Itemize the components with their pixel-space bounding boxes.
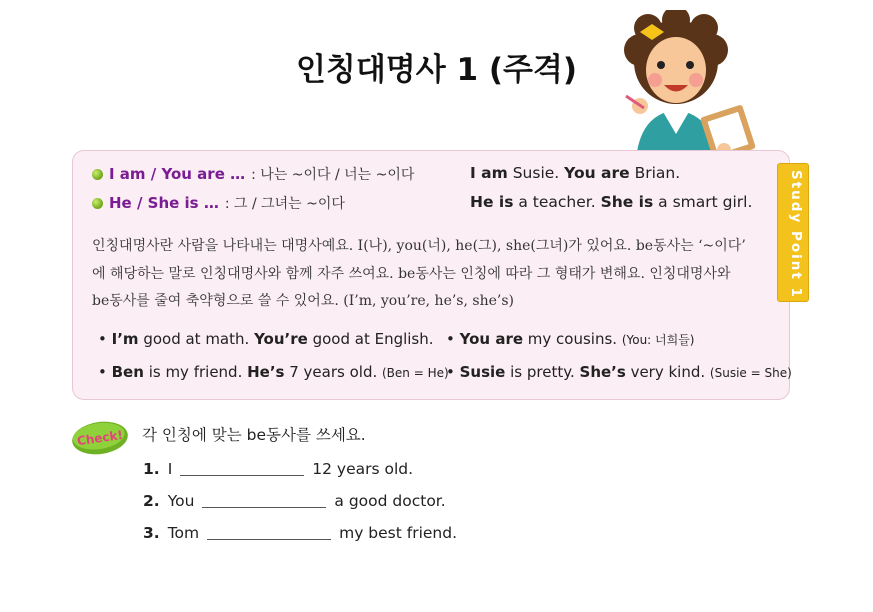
example-bold: You are bbox=[459, 330, 524, 348]
question-rest: a good doctor. bbox=[334, 492, 446, 510]
example-note: (You: 너희들) bbox=[621, 333, 695, 347]
rule-example-2 bbox=[470, 193, 752, 211]
example-bold: She is bbox=[600, 193, 654, 211]
example-text: a smart girl. bbox=[653, 193, 753, 211]
explanation-line: be동사를 줄여 축약형으로 쓸 수 있어요. (I’m, you’re, he’s, she’s) bbox=[92, 293, 514, 309]
example-text: good at English. bbox=[307, 330, 434, 348]
question-rest: 12 years old. bbox=[312, 460, 414, 478]
rule-meaning: : 그 / 그녀는 ~이다 bbox=[224, 196, 345, 212]
example-text: is pretty. bbox=[505, 363, 580, 381]
rule-example-1 bbox=[470, 164, 680, 182]
rule-meaning: : 나는 ~이다 / 너는 ~이다 bbox=[251, 167, 415, 183]
example-text: is my friend. bbox=[143, 363, 248, 381]
example-bold: I am bbox=[470, 164, 508, 182]
teacher-illustration bbox=[600, 10, 765, 160]
explanation-paragraph bbox=[92, 233, 772, 316]
example-bold: Ben bbox=[111, 363, 144, 381]
answer-blank[interactable] bbox=[207, 525, 331, 540]
check-instruction: 각 인칭에 맞는 be동사를 쓰세요. bbox=[142, 426, 366, 444]
example-bold: Susie bbox=[459, 363, 506, 381]
bullet-icon bbox=[92, 169, 103, 180]
example-bold: He’s bbox=[247, 363, 285, 381]
page-title: 인칭대명사 1 (주격) bbox=[295, 52, 578, 88]
rule-label: I am / You are … bbox=[109, 165, 246, 183]
question-rest: my best friend. bbox=[339, 524, 458, 542]
answer-blank[interactable] bbox=[202, 493, 326, 508]
question-1 bbox=[143, 460, 413, 478]
rule-row-2 bbox=[92, 193, 345, 213]
explanation-line: 에 해당하는 말로 인칭대명사와 함께 자주 쓰여요. be동사는 인칭에 따라 그 형태가 변해요. 인칭대명사와 bbox=[92, 265, 731, 282]
example-note: (Ben = He) bbox=[382, 366, 449, 380]
question-subject: You bbox=[167, 492, 195, 510]
example-text: a teacher. bbox=[513, 193, 601, 211]
example-sentence-2: • You are my cousins. (You: 너희들) bbox=[446, 330, 695, 348]
question-subject: I bbox=[167, 460, 173, 478]
example-sentence-3: • Ben is my friend. He’s 7 years old. (Ben = He) bbox=[98, 363, 449, 381]
question-number: 2. bbox=[143, 492, 160, 510]
example-bold: I’m bbox=[111, 330, 139, 348]
question-number: 1. bbox=[143, 460, 160, 478]
example-text: 7 years old. bbox=[284, 363, 382, 381]
rule-row-1 bbox=[92, 164, 414, 184]
example-bold: She’s bbox=[579, 363, 626, 381]
example-text: Susie. bbox=[507, 164, 565, 182]
rule-label: He / She is … bbox=[109, 194, 219, 212]
example-sentence-1: • I’m good at math. You’re good at English. bbox=[98, 330, 434, 348]
study-point-tab bbox=[777, 163, 809, 302]
example-bold: You’re bbox=[254, 330, 308, 348]
question-subject: Tom bbox=[167, 524, 200, 542]
check-badge-label: Check! bbox=[76, 427, 124, 449]
example-text: my cousins. bbox=[523, 330, 622, 348]
answer-blank[interactable] bbox=[180, 461, 304, 476]
example-note: (Susie = She) bbox=[709, 366, 792, 380]
example-text: Brian. bbox=[629, 164, 681, 182]
example-text: very kind. bbox=[625, 363, 710, 381]
question-number: 3. bbox=[143, 524, 160, 542]
example-text: good at math. bbox=[138, 330, 255, 348]
question-3 bbox=[143, 524, 457, 542]
study-point-tab-label: Study Point 1 bbox=[788, 170, 804, 299]
question-2 bbox=[143, 492, 446, 510]
example-sentence-4: • Susie is pretty. She’s very kind. (Susie = She) bbox=[446, 363, 792, 381]
example-bold: He is bbox=[470, 193, 514, 211]
check-badge-icon bbox=[70, 418, 130, 456]
bullet-icon bbox=[92, 198, 103, 209]
explanation-line: 인칭대명사란 사람을 나타내는 대명사예요. I(나), you(너), he(그), she(그녀)가 있어요. be동사는 ‘~이다’ bbox=[92, 238, 746, 254]
example-bold: You are bbox=[564, 164, 630, 182]
